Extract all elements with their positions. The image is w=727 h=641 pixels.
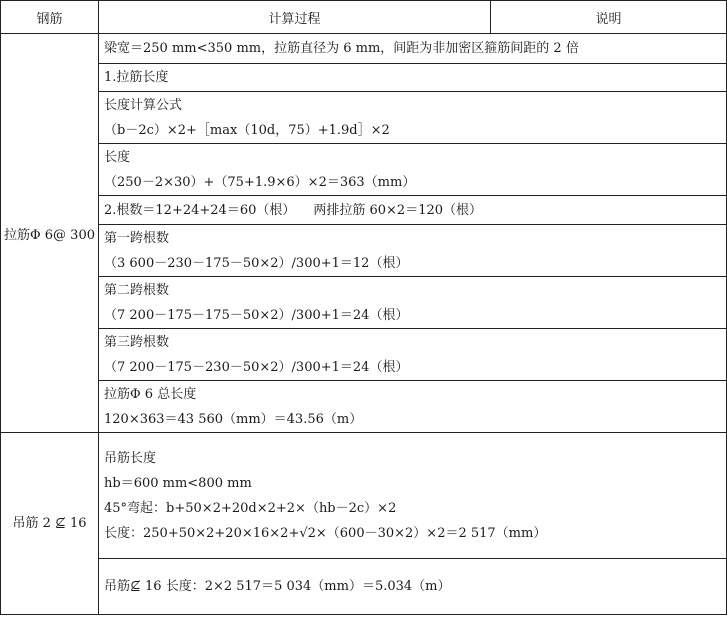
process-cell: [99, 144, 727, 196]
process-line: 长度: [104, 149, 131, 165]
table-row: [1, 64, 727, 92]
process-cell: [99, 559, 727, 615]
header-process: 计算过程: [99, 1, 491, 34]
process-line: 吊筋长度: [104, 450, 157, 466]
table-row: [1, 559, 727, 615]
header-rebar: 钢筋: [1, 1, 99, 34]
process-line: 第二跨根数: [104, 282, 170, 298]
header-note: 说明: [491, 1, 727, 34]
process-cell: [99, 92, 727, 144]
process-cell: [99, 225, 727, 277]
process-line: 两排拉筋 60×2＝120（根）: [313, 202, 483, 218]
process-formula: 45°弯起：b+50×2+20d×2+2×（hb－2c）×2: [104, 500, 397, 516]
process-line: 第三跨根数: [104, 334, 170, 350]
process-formula: （7 200－175－230－50×2）/300+1＝24（根）: [104, 359, 409, 375]
process-formula: 120×363＝43 560（mm）＝43.56（m）: [104, 411, 363, 427]
process-formula: 长度：250+50×2+20×16×2+√2×（600－30×2）×2＝2 517（mm）: [104, 525, 547, 541]
process-formula: hb＝600 mm<800 mm: [104, 475, 252, 491]
process-cell: [99, 329, 727, 381]
table-row: [1, 225, 727, 277]
table-row: [1, 34, 727, 64]
process-formula: （b－2c）×2+［max（10d，75）+1.9d］×2: [104, 122, 390, 138]
process-formula: （3 600－230－175－50×2）/300+1＝12（根）: [104, 255, 409, 271]
table-row: [1, 92, 727, 144]
rebar-label-tie: 拉筋Φ 6@ 300: [1, 34, 99, 433]
process-cell: [99, 64, 727, 92]
table-row: [1, 144, 727, 196]
process-formula: （7 200－175－175－50×2）/300+1＝24（根）: [104, 307, 409, 323]
process-line: 1.拉筋长度: [104, 70, 169, 85]
table-row: [1, 433, 727, 559]
table-row: [1, 196, 727, 225]
process-formula: （250－2×30）+（75+1.9×6）×2＝363（mm）: [104, 174, 416, 190]
process-cell: [99, 196, 727, 225]
process-line: 长度计算公式: [104, 97, 183, 113]
process-line: 拉筋Φ 6 总长度: [104, 386, 197, 402]
process-line: 吊筋⊈ 16 长度：2×2 517＝5 034（mm）＝5.034（m）: [104, 579, 451, 594]
process-cell: [99, 277, 727, 329]
table-row: [1, 381, 727, 433]
process-cell: [99, 433, 727, 559]
process-line: 2.根数＝12+24+24＝60（根）: [104, 202, 296, 218]
process-cell: [99, 381, 727, 433]
rebar-label-hanger: 吊筋 2 ⊈ 16: [1, 433, 99, 615]
table-row: [1, 277, 727, 329]
header-row: [1, 1, 727, 34]
process-line: 第一跨根数: [104, 230, 170, 246]
table-row: [1, 329, 727, 381]
process-line: 梁宽＝250 mm<350 mm，拉筋直径为 6 mm，间距为非加密区箍筋间距的 2 倍: [104, 41, 579, 56]
process-cell: [99, 34, 727, 64]
